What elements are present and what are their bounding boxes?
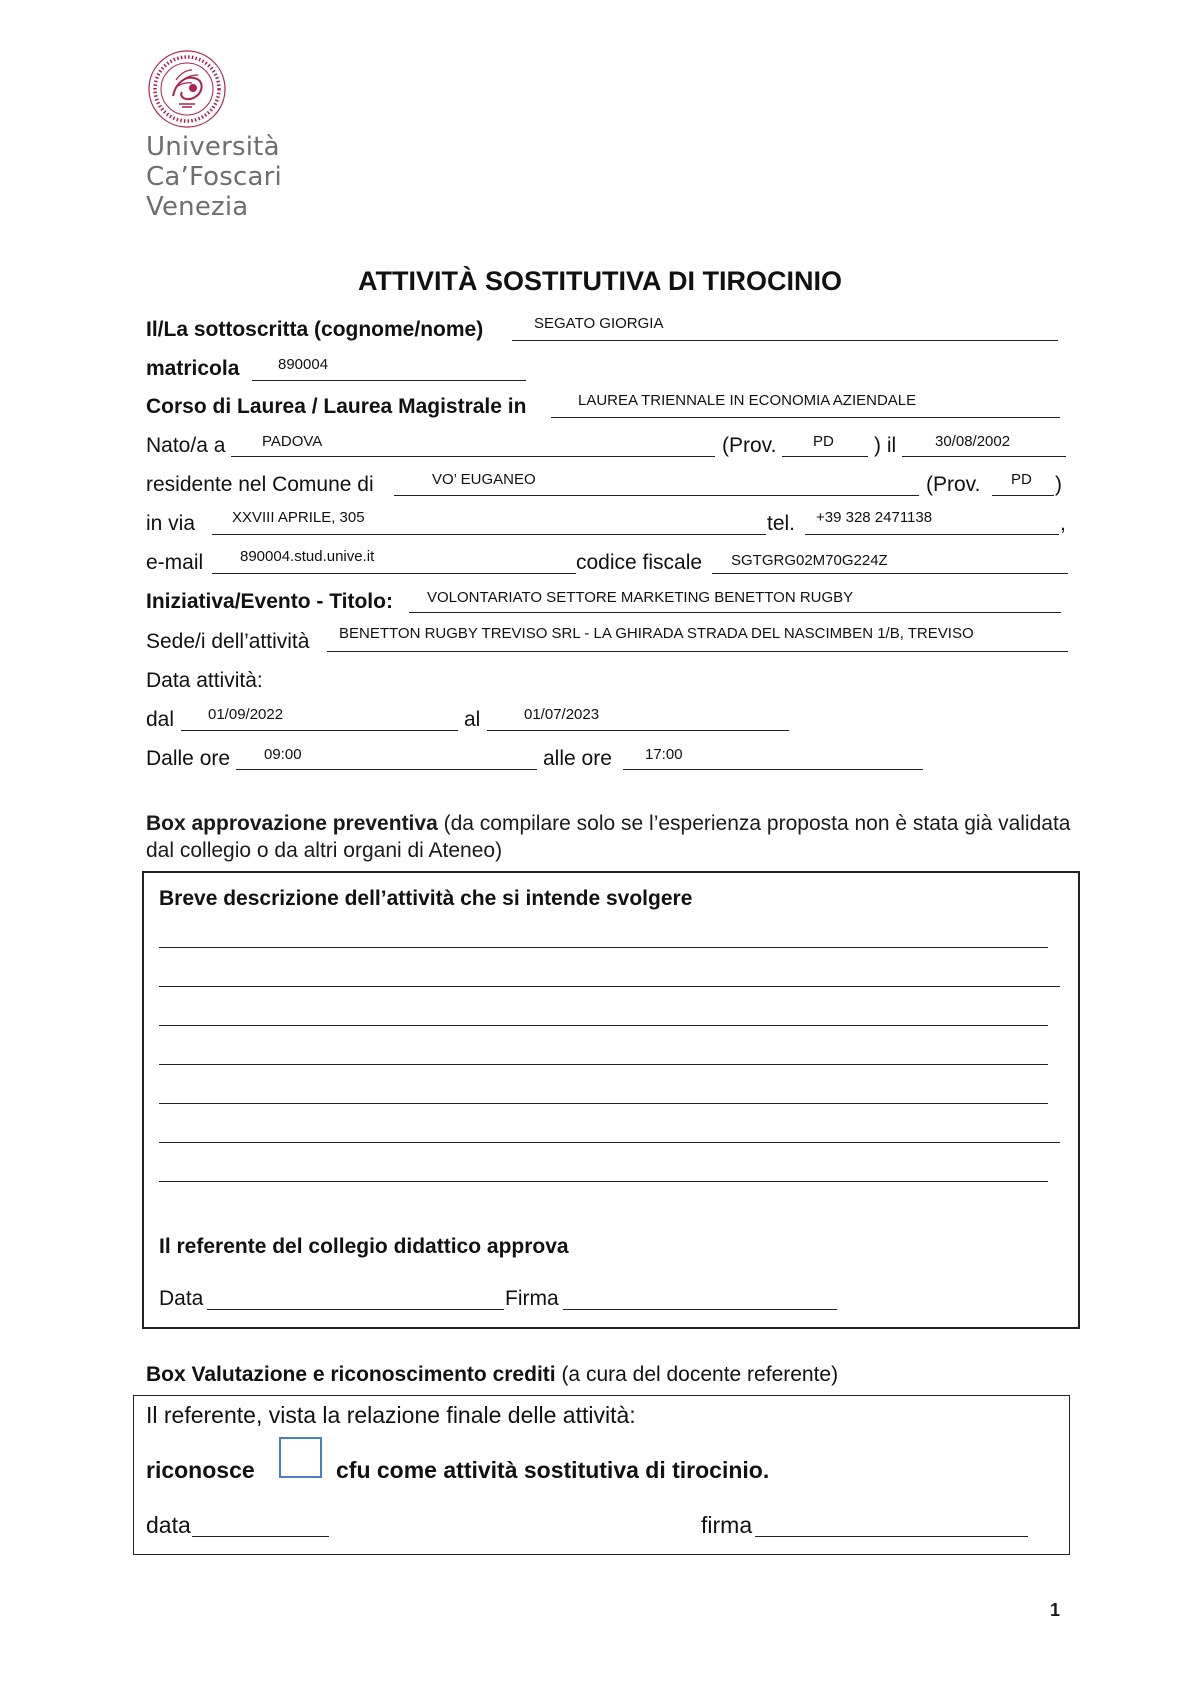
codice-fiscale-value[interactable]: SGTGRG02M70G224Z <box>731 552 888 569</box>
residente-value[interactable]: VO’ EUGANEO <box>432 471 536 488</box>
via-underline <box>212 534 766 535</box>
valutazione-firma-label: firma <box>701 1512 753 1538</box>
dalle-ore-value[interactable]: 09:00 <box>264 746 302 763</box>
corso-label: Corso di Laurea / Laurea Magistrale in <box>146 395 527 418</box>
box-valutazione-heading-bold: Box Valutazione e riconoscimento crediti <box>146 1363 556 1386</box>
iniziativa-value[interactable]: VOLONTARIATO SETTORE MARKETING BENETTON RUGBY <box>427 589 854 606</box>
box-approvazione-heading-bold: Box approvazione preventiva <box>146 812 438 835</box>
alle-ore-underline <box>623 769 923 770</box>
valutazione-firma-underline[interactable] <box>755 1536 1028 1537</box>
dalle-ore-label: Dalle ore <box>146 747 231 770</box>
university-name-line-1: Università <box>146 132 280 162</box>
nato-underline <box>231 456 715 457</box>
via-value[interactable]: XXVIII APRILE, 305 <box>232 509 365 526</box>
sede-underline <box>327 651 1068 652</box>
descrizione-line-6[interactable] <box>159 1142 1060 1143</box>
box-approvazione <box>142 871 1080 1329</box>
tel-label: tel. <box>767 512 796 535</box>
descrizione-line-2[interactable] <box>159 986 1060 987</box>
cfu-text: cfu come attività sostitutiva di tirocinio. <box>336 1457 770 1483</box>
descrizione-line-7[interactable] <box>159 1181 1048 1182</box>
residente-underline <box>394 495 919 496</box>
descrizione-line-5[interactable] <box>159 1103 1048 1104</box>
nato-label: Nato/a a <box>146 434 226 457</box>
al-label: al <box>464 708 481 731</box>
sottoscritta-underline <box>512 340 1058 341</box>
alle-ore-label: alle ore <box>543 747 612 770</box>
university-name-line-2: Ca’Foscari <box>146 162 282 192</box>
page-number: 1 <box>1050 1600 1061 1620</box>
codice-fiscale-underline <box>712 573 1068 574</box>
sede-label: Sede/i dell’attività <box>146 630 310 653</box>
dalle-ore-underline <box>236 769 537 770</box>
box-approvazione-heading-rest: (da compilare solo se l’esperienza proposta non è stata già validata dal collegio o da altri organi di Ateneo) <box>146 812 1071 862</box>
descrizione-label: Breve descrizione dell’attività che si intende svolgere <box>159 887 693 910</box>
nato-prov-underline <box>782 456 868 457</box>
al-underline <box>487 730 789 731</box>
university-name-line-3: Venezia <box>146 192 249 222</box>
sottoscritta-value[interactable]: SEGATO GIORGIA <box>534 315 664 332</box>
tel-underline <box>805 534 1059 535</box>
box-valutazione-heading <box>146 1363 838 1387</box>
residente-prov-underline <box>992 495 1054 496</box>
nato-date-value[interactable]: 30/08/2002 <box>935 433 1011 450</box>
residente-prov-label: (Prov. <box>926 473 981 496</box>
codice-fiscale-label: codice fiscale <box>576 551 703 574</box>
box-approvazione-heading <box>146 810 1076 864</box>
nato-date-underline <box>902 456 1066 457</box>
approva-firma-underline[interactable] <box>563 1309 837 1310</box>
iniziativa-underline <box>409 612 1061 613</box>
sede-value[interactable]: BENETTON RUGBY TREVISO SRL - LA GHIRADA STRADA DEL NASCIMBEN 1/B, TREVISO <box>339 625 974 642</box>
dal-underline <box>181 730 458 731</box>
data-attivita-label: Data attività: <box>146 669 263 692</box>
residente-prov-close: ) <box>1055 473 1062 496</box>
alle-ore-value[interactable]: 17:00 <box>645 746 683 763</box>
matricola-value[interactable]: 890004 <box>278 356 329 373</box>
university-name <box>146 132 282 222</box>
valutazione-intro: Il referente, vista la relazione finale delle attività: <box>146 1402 636 1428</box>
nato-prov-label: (Prov. <box>722 434 777 457</box>
cfu-checkbox[interactable] <box>279 1437 322 1478</box>
email-underline <box>212 573 576 574</box>
email-value[interactable]: 890004.stud.unive.it <box>240 548 375 565</box>
box-valutazione-heading-rest: (a cura del docente referente) <box>555 1363 839 1386</box>
nato-prov-value[interactable]: PD <box>813 433 834 450</box>
approva-firma-label: Firma <box>505 1287 559 1310</box>
sottoscritta-label: Il/La sottoscritta (cognome/nome) <box>146 318 484 341</box>
nato-value[interactable]: PADOVA <box>262 433 323 450</box>
residente-prov-value[interactable]: PD <box>1011 471 1032 488</box>
al-value[interactable]: 01/07/2023 <box>524 706 600 723</box>
residente-label: residente nel Comune di <box>146 473 374 496</box>
tel-comma: , <box>1060 512 1066 535</box>
riconosce-label: riconosce <box>146 1457 255 1483</box>
page-title: ATTIVITÀ SOSTITUTIVA DI TIROCINIO <box>358 266 842 296</box>
nato-il-label: ) il <box>874 434 897 457</box>
approva-data-label: Data <box>159 1287 204 1310</box>
referente-approva-label: Il referente del collegio didattico approva <box>159 1235 569 1258</box>
via-label: in via <box>146 512 196 535</box>
dal-value[interactable]: 01/09/2022 <box>208 706 284 723</box>
corso-underline <box>551 417 1060 418</box>
matricola-underline <box>252 380 526 381</box>
university-logo <box>146 48 282 228</box>
dal-label: dal <box>146 708 175 731</box>
descrizione-line-3[interactable] <box>159 1025 1048 1026</box>
matricola-label: matricola <box>146 357 240 380</box>
approva-data-underline[interactable] <box>207 1309 504 1310</box>
corso-value[interactable]: LAUREA TRIENNALE IN ECONOMIA AZIENDALE <box>578 392 917 409</box>
winged-lion-seal-icon <box>146 48 228 130</box>
valutazione-data-underline[interactable] <box>192 1536 329 1537</box>
tel-value[interactable]: +39 328 2471138 <box>816 509 933 526</box>
valutazione-data-label: data <box>146 1512 191 1538</box>
iniziativa-label: Iniziativa/Evento - Titolo: <box>146 590 393 613</box>
descrizione-line-4[interactable] <box>159 1064 1048 1065</box>
email-label: e-mail <box>146 551 204 574</box>
descrizione-line-1[interactable] <box>159 947 1048 948</box>
